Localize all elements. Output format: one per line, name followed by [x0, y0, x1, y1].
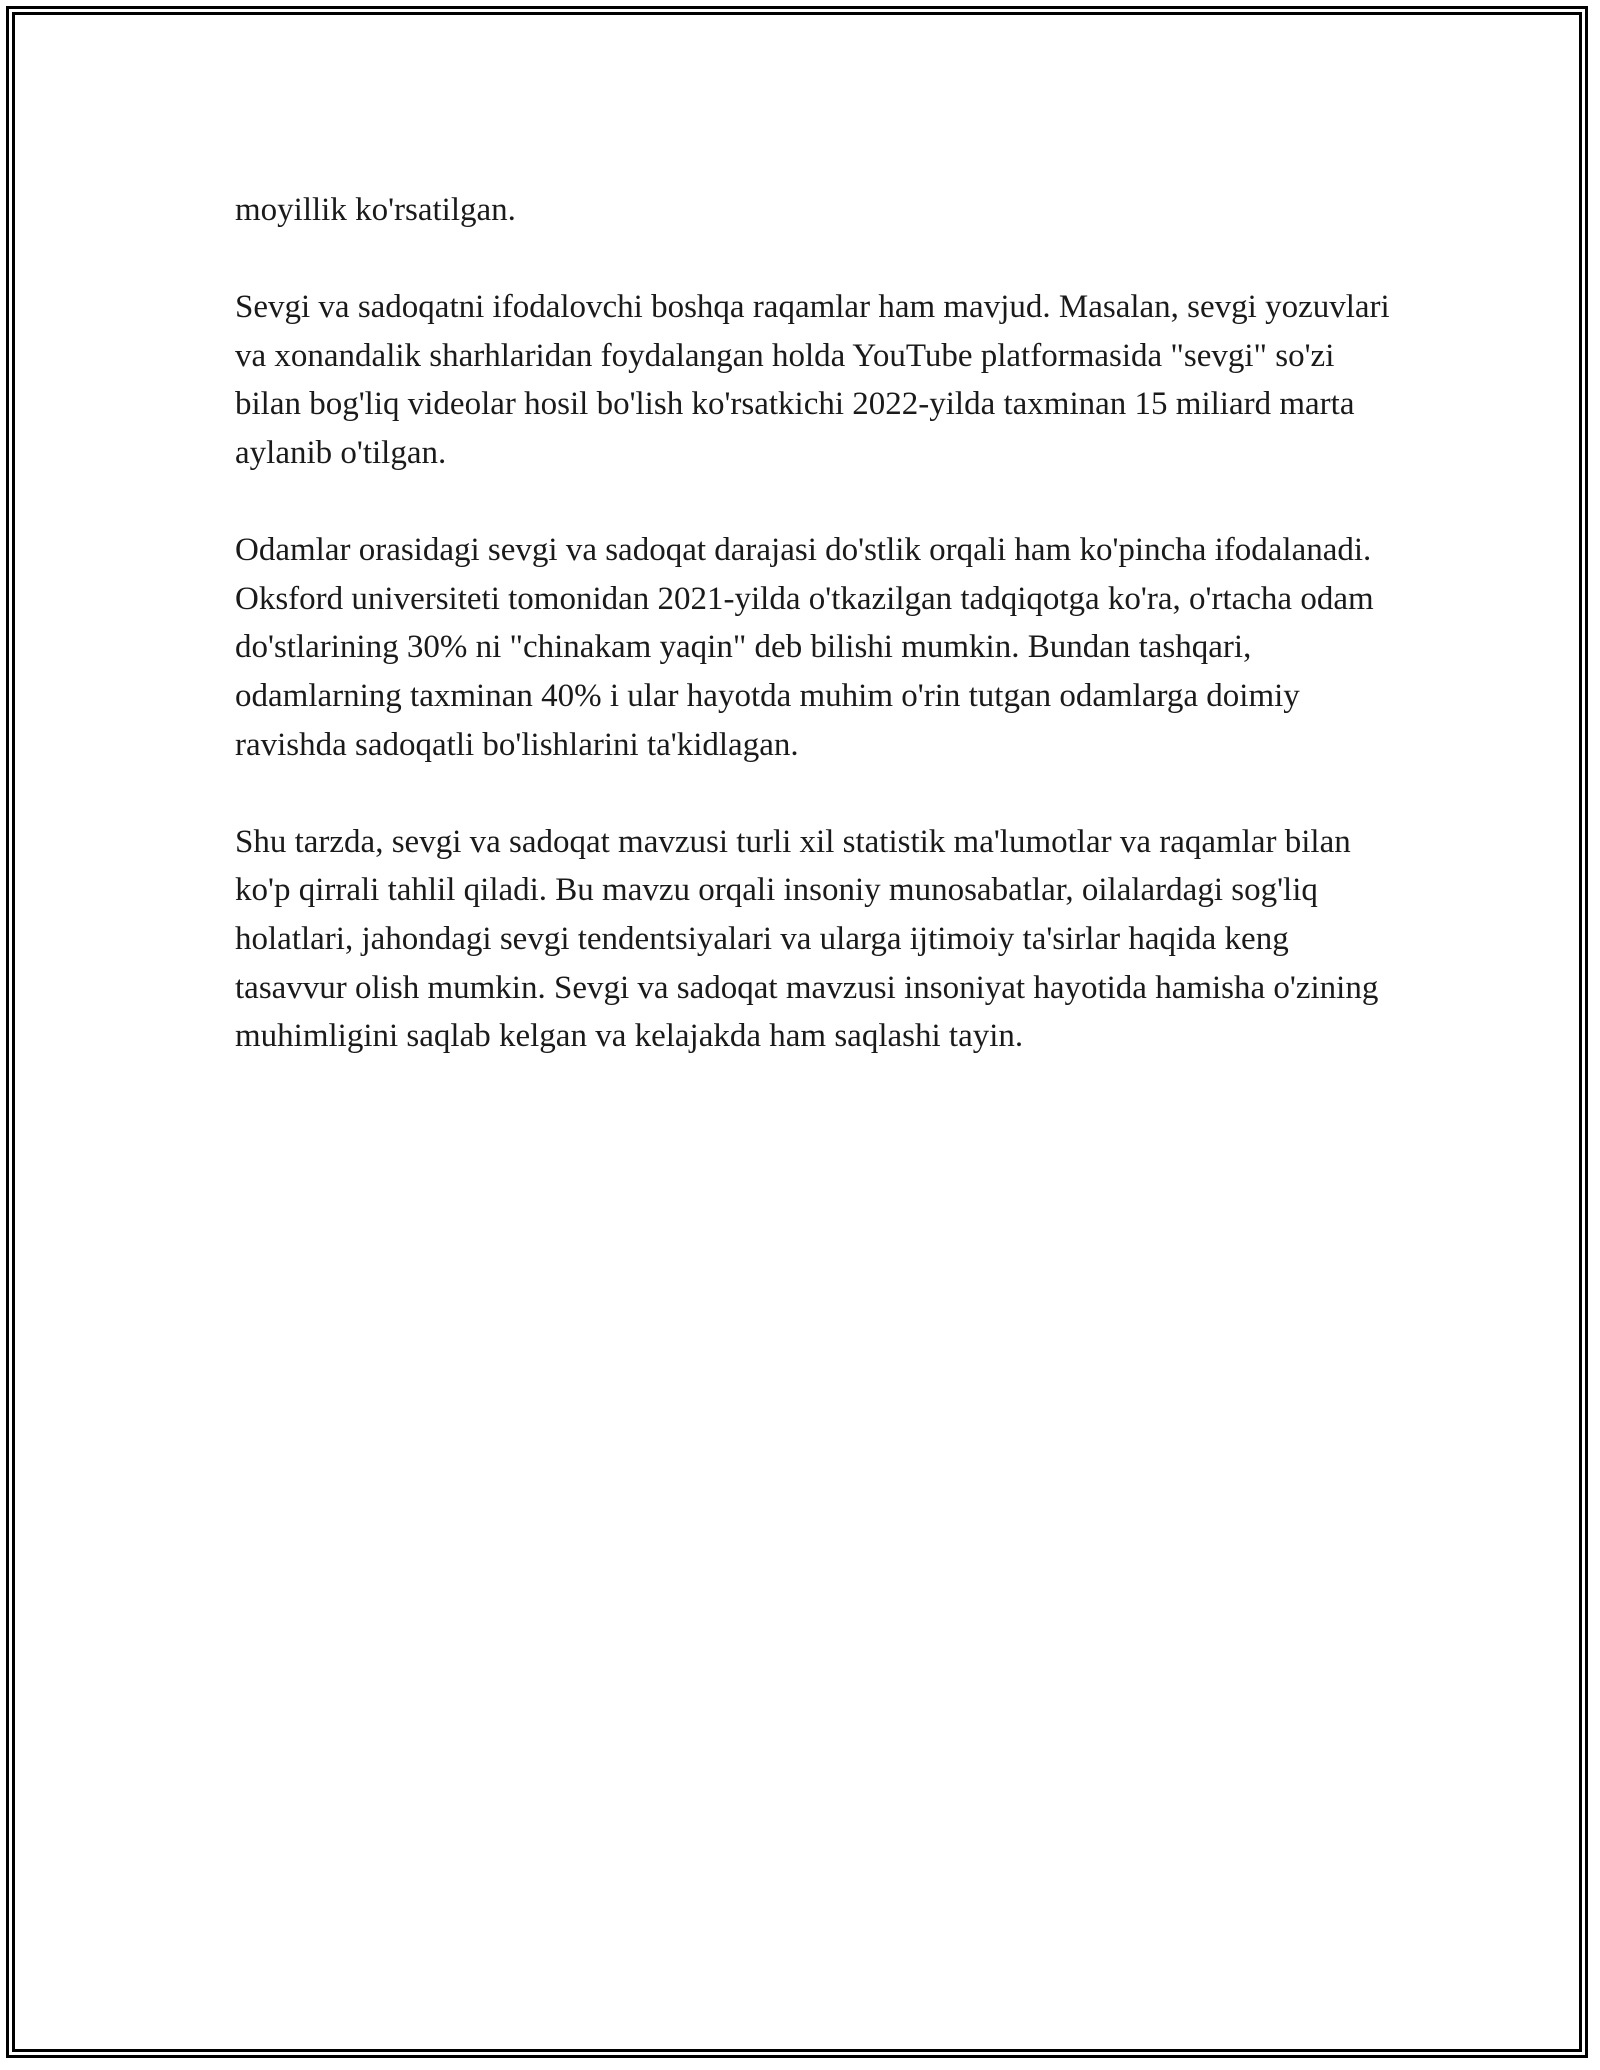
paragraph-1: moyillik ko'rsatilgan.	[235, 192, 516, 228]
document-body	[235, 186, 1395, 1109]
paragraph-3: Odamlar orasidagi sevgi va sadoqat darajasi do'stlik orqali ham ko'pincha ifodalanadi. Oksford universiteti tomonidan 2021-yilda o'tkazilgan tadqiqotga ko'ra, o'rtacha odam do'stlarining 30% ni "chinakam yaqin" deb bilishi mumkin. Bundan tashqari, odamlarning taxminan 40% i ular hayotda muhim o'rin tutgan odamlarga doimiy ravishda sadoqatli bo'lishlarini ta'kidlagan.	[235, 532, 1374, 763]
paragraph-2: Sevgi va sadoqatni ifodalovchi boshqa raqamlar ham mavjud. Masalan, sevgi yozuvlari va xonandalik sharhlaridan foydalangan holda YouTube platformasida "sevgi" so'zi bilan bog'liq videolar hosil bo'lish ko'rsatkichi 2022-yilda taxminan 15 miliard marta aylanib o'tilgan.	[235, 289, 1390, 471]
paragraph-4: Shu tarzda, sevgi va sadoqat mavzusi turli xil statistik ma'lumotlar va raqamlar bilan ko'p qirrali tahlil qiladi. Bu mavzu orqali insoniy munosabatlar, oilalardagi sog'liq holatlari, jahondagi sevgi tendentsiyalari va ularga ijtimoiy ta'sirlar haqida keng tasavvur olish mumkin. Sevgi va sadoqat mavzusi insoniyat hayotida hamisha o'zining muhimligini saqlab kelgan va kelajakda ham saqlashi tayin.	[235, 823, 1379, 1055]
